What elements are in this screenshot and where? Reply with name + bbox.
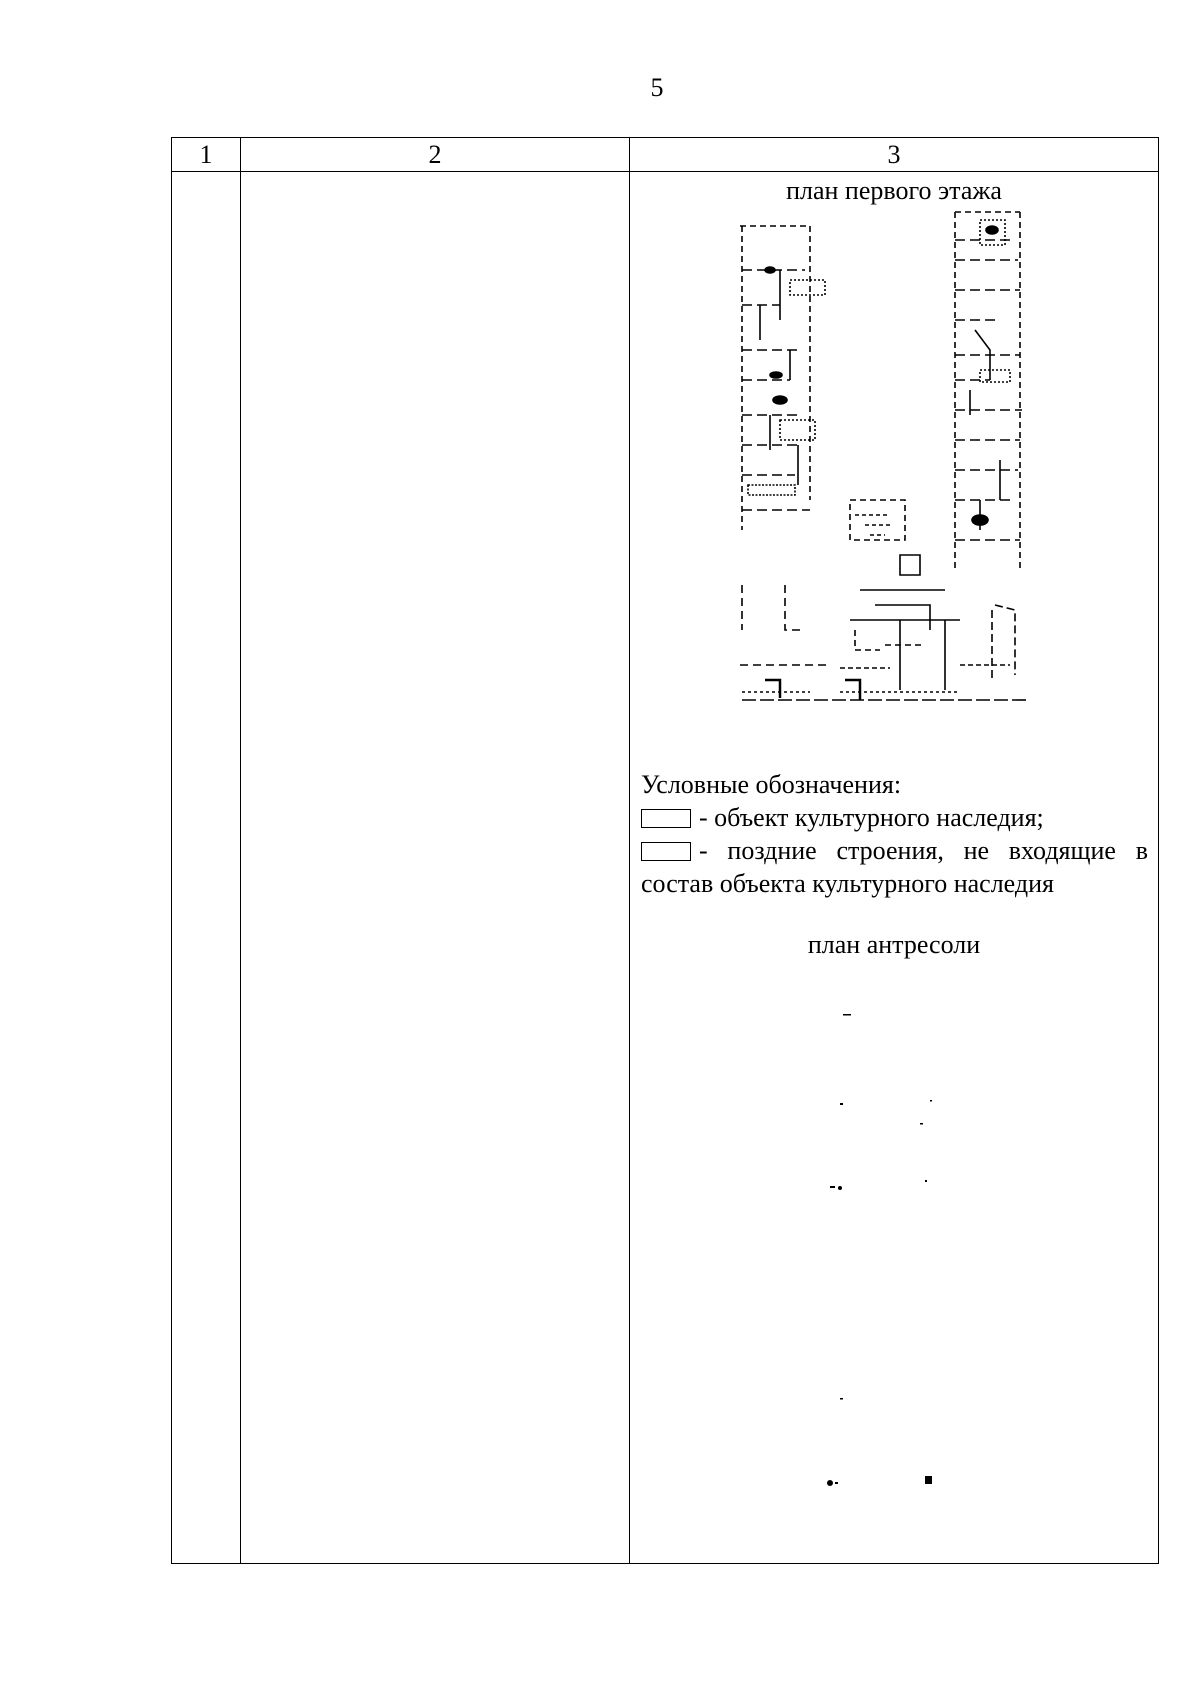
- plan-mezzanine-title: план антресоли: [807, 930, 981, 959]
- header-col-1: 1: [172, 138, 241, 172]
- cell-col-1: [172, 172, 241, 1564]
- header-col-3: 3: [630, 138, 1159, 172]
- cell-col-2: [241, 172, 630, 1564]
- table-body-row: [172, 172, 1159, 1564]
- legend: [641, 768, 1148, 900]
- legend-item-late-buildings-line1: - поздние строения, не входящие в: [699, 836, 1148, 865]
- legend-item-heritage-label: - объект культурного наследия;: [699, 803, 1044, 832]
- document-table: [171, 137, 1159, 1564]
- first-floor-plan-drawing: [630, 210, 1159, 750]
- header-col-2: 2: [241, 138, 630, 172]
- legend-item-late-buildings-line2: состав объекта культурного наследия: [641, 869, 1054, 898]
- legend-title: Условные обозначения:: [641, 770, 902, 799]
- page-number: 5: [650, 73, 664, 102]
- legend-item-late-buildings: [641, 834, 1148, 867]
- plan-first-floor-title: план первого этажа: [786, 176, 1002, 205]
- table-header-row: [172, 138, 1159, 172]
- legend-swatch-late-buildings: [641, 842, 691, 861]
- cell-col-3: [630, 172, 1159, 1564]
- mezzanine-plan-drawing: [630, 968, 1159, 1528]
- legend-item-heritage: [641, 801, 1148, 834]
- legend-swatch-heritage: [641, 809, 691, 828]
